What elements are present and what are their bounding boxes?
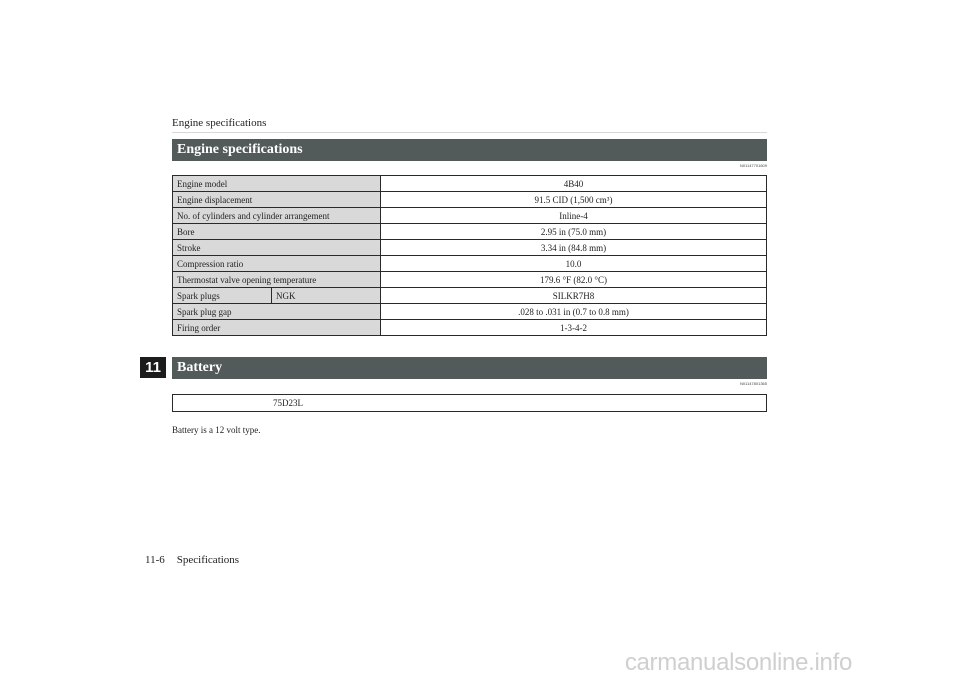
row-label: Engine displacement xyxy=(173,192,381,208)
page-footer xyxy=(145,554,239,566)
engine-specifications-heading: Engine specifications xyxy=(172,139,767,161)
row-label: Compression ratio xyxy=(173,256,381,272)
table-row xyxy=(173,395,767,412)
table-row xyxy=(173,288,767,304)
row-label: Firing order xyxy=(173,320,381,336)
table-row xyxy=(173,224,767,240)
table-row xyxy=(173,256,767,272)
row-value: .028 to .031 in (0.7 to 0.8 mm) xyxy=(381,304,767,320)
row-label: Stroke xyxy=(173,240,381,256)
row-label: Thermostat valve opening temperature xyxy=(173,272,381,288)
battery-table xyxy=(172,394,767,412)
row-sublabel: NGK xyxy=(272,288,381,304)
table-row xyxy=(173,208,767,224)
table-row xyxy=(173,240,767,256)
chapter-tab: 11 xyxy=(140,357,166,378)
header-rule xyxy=(172,132,767,133)
row-label: Spark plug gap xyxy=(173,304,381,320)
table-row xyxy=(173,304,767,320)
row-value: 4B40 xyxy=(381,176,767,192)
page-number: 11-6 xyxy=(145,554,165,566)
table-row xyxy=(173,272,767,288)
row-value: Inline-4 xyxy=(381,208,767,224)
table-row xyxy=(173,176,767,192)
row-label: Spark plugs xyxy=(173,288,272,304)
row-value: 2.95 in (75.0 mm) xyxy=(381,224,767,240)
row-label: No. of cylinders and cylinder arrangement xyxy=(173,208,381,224)
row-value: 3.34 in (84.8 mm) xyxy=(381,240,767,256)
battery-heading: Battery xyxy=(172,357,767,379)
battery-section-code: N01147801365 xyxy=(739,381,767,386)
watermark: carmanualsonline.info xyxy=(624,649,852,676)
row-value: 10.0 xyxy=(381,256,767,272)
row-value: 179.6 °F (82.0 °C) xyxy=(381,272,767,288)
engine-specifications-table xyxy=(172,175,767,336)
running-head: Engine specifications xyxy=(172,117,267,129)
row-value: 1-3-4-2 xyxy=(381,320,767,336)
battery-note: Battery is a 12 volt type. xyxy=(172,425,261,435)
battery-value: 75D23L xyxy=(173,395,767,412)
row-value: SILKR7H8 xyxy=(381,288,767,304)
row-value: 91.5 CID (1,500 cm³) xyxy=(381,192,767,208)
row-label: Bore xyxy=(173,224,381,240)
footer-section: Specifications xyxy=(176,554,240,566)
table-row xyxy=(173,320,767,336)
engine-section-code: N01147701609 xyxy=(739,163,767,168)
table-row xyxy=(173,192,767,208)
row-label: Engine model xyxy=(173,176,381,192)
